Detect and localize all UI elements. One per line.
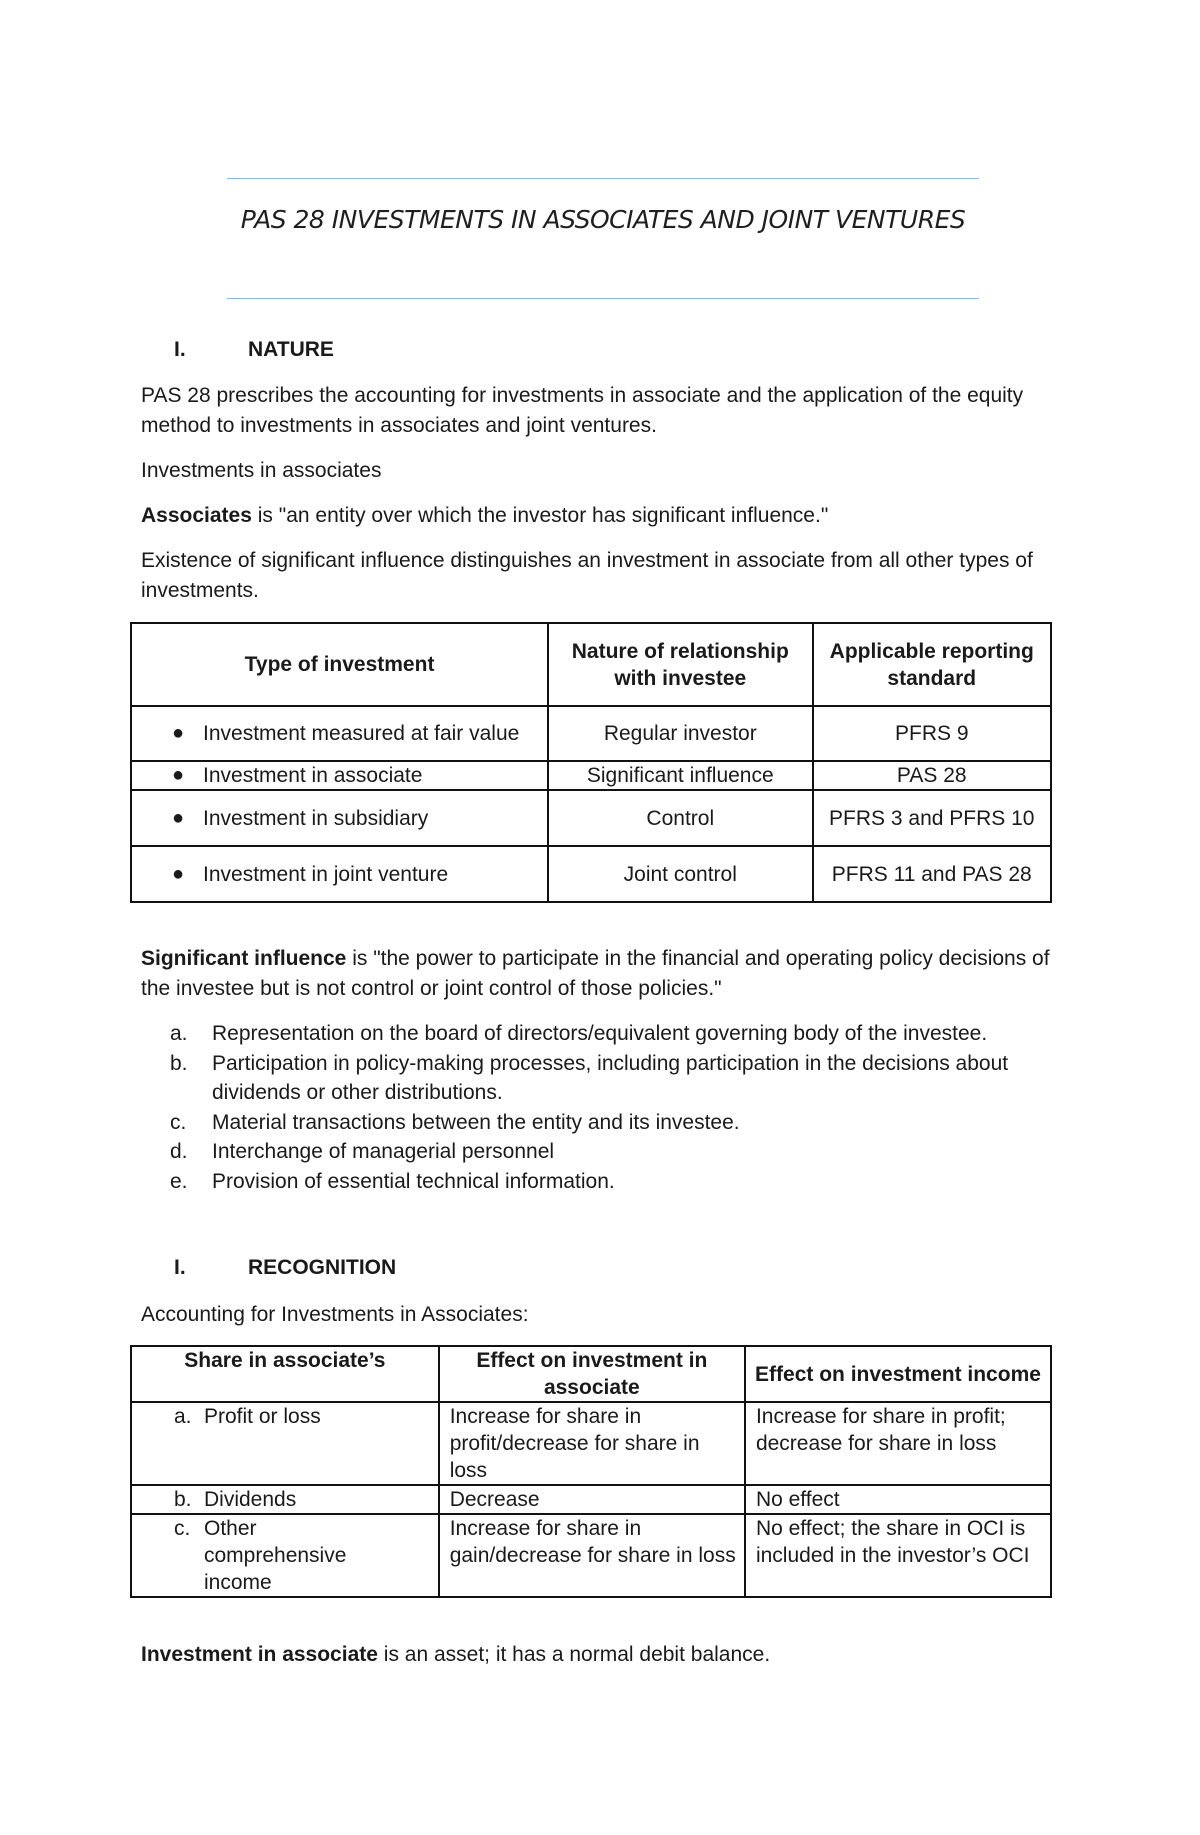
header-standard: Applicable reporting standard [813, 623, 1052, 706]
title-bottom-rule [227, 298, 979, 299]
investments-subheading: Investments in associates [141, 459, 382, 482]
section-title: RECOGNITION [248, 1256, 397, 1279]
header-nature: Nature of relationship with investee [548, 623, 812, 706]
type-cell: ● Investment measured at fair value [131, 706, 548, 761]
associates-def-text: is "an entity over which the investor has significant influence." [251, 504, 829, 527]
nature-cell: Joint control [548, 846, 812, 902]
bullet-icon: ● [172, 722, 185, 744]
table-row [131, 1402, 1051, 1485]
table-header-row [131, 1346, 1051, 1402]
nature-cell: Regular investor [548, 706, 812, 761]
bullet-icon: ● [172, 862, 185, 885]
section-title: NATURE [248, 338, 334, 361]
investment-effect-cell: Increase for share in profit/decrease for share in loss [439, 1402, 745, 1485]
section-heading-recognition [174, 1256, 396, 1280]
significant-influence-term: Significant influence [141, 947, 347, 970]
document-title: PAS 28 INVESTMENTS IN ASSOCIATES AND JOINT VENTURES [240, 205, 966, 234]
standard-cell: PAS 28 [813, 761, 1052, 790]
recognition-intro: Accounting for Investments in Associates: [141, 1303, 529, 1326]
list-item: e. Provision of essential technical information. [170, 1169, 615, 1193]
asset-def-text: is an asset; it has a normal debit balance. [377, 1643, 771, 1666]
type-cell: ● Investment in joint venture [131, 846, 548, 902]
asset-term: Investment in associate [141, 1643, 378, 1666]
table-row [131, 790, 1051, 846]
existence-note: Existence of significant influence distinguishes an investment in associate from all other types of investments. [141, 549, 1033, 602]
investment-effect-cell: Increase for share in gain/decrease for share in loss [439, 1514, 745, 1597]
table-row [131, 761, 1051, 790]
bullet-icon: ● [172, 764, 185, 786]
influence-indicators-list [170, 1019, 1070, 1196]
header-type: Type of investment [131, 623, 548, 706]
income-effect-cell: No effect; the share in OCI is included in the investor’s OCI [745, 1514, 1051, 1597]
type-cell: ● Investment in associate [131, 761, 548, 790]
section-heading-nature [174, 338, 334, 362]
table-header-row [131, 623, 1051, 706]
section-number: I. [174, 1256, 186, 1279]
investment-effect-cell: Decrease [439, 1485, 745, 1514]
table-row [131, 1485, 1051, 1514]
equity-method-table [130, 1345, 1052, 1598]
share-cell: c. Other comprehensive income [131, 1514, 439, 1597]
associates-definition [141, 501, 1071, 531]
standard-cell: PFRS 11 and PAS 28 [813, 846, 1052, 902]
standard-cell: PFRS 9 [813, 706, 1052, 761]
title-top-rule [227, 178, 979, 179]
header-effect-investment: Effect on investment in associate [439, 1346, 745, 1402]
header-effect-income: Effect on investment income [745, 1346, 1051, 1402]
table-row [131, 1514, 1051, 1597]
bullet-icon: ● [172, 806, 185, 829]
table-row [131, 846, 1051, 902]
income-effect-cell: Increase for share in profit; decrease for share in loss [745, 1402, 1051, 1485]
list-item: c. Material transactions between the entity and its investee. [170, 1110, 740, 1134]
associates-term: Associates [141, 504, 252, 527]
section-number: I. [174, 338, 186, 361]
nature-intro: PAS 28 prescribes the accounting for investments in associate and the application of the equity method to investments in associates and joint ventures. [141, 384, 1024, 437]
nature-cell: Control [548, 790, 812, 846]
income-effect-cell: No effect [745, 1485, 1051, 1514]
header-share: Share in associate’s [131, 1346, 439, 1402]
type-cell: ● Investment in subsidiary [131, 790, 548, 846]
list-item: a. Representation on the board of directors/equivalent governing body of the investee. [170, 1022, 988, 1045]
investment-types-table [130, 622, 1052, 903]
list-item: d. Interchange of managerial personnel [170, 1140, 555, 1163]
share-cell: b. Dividends [131, 1485, 439, 1514]
significant-influence-def-text: is "the power to participate in the financial and operating policy decisions of the investee but is not control or joint control of those policies." [141, 947, 1050, 1000]
table-row [131, 706, 1051, 761]
asset-statement [141, 1640, 1071, 1670]
list-item: b. Participation in policy-making processes, including participation in the decisions about dividends or other distributions. [170, 1051, 1009, 1104]
nature-cell: Significant influence [548, 761, 812, 790]
significant-influence-definition [141, 944, 1071, 1004]
share-cell: a. Profit or loss [131, 1402, 439, 1485]
standard-cell: PFRS 3 and PFRS 10 [813, 790, 1052, 846]
